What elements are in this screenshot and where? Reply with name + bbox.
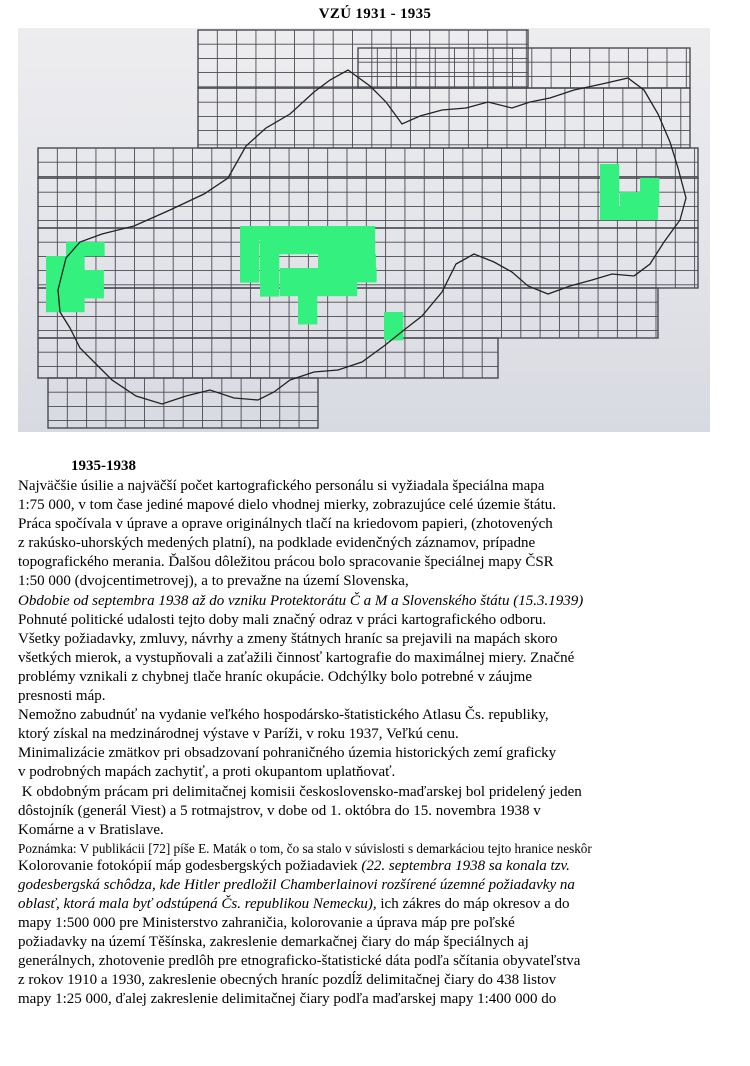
highlighted-sheet	[280, 268, 319, 282]
text-line: požiadavky na území Těšínska, zakreslenie demarkačnej čiary do máp špeciálnych aj	[18, 934, 529, 951]
text-span: ich zákres do máp okresov a do	[376, 895, 570, 912]
sheet-band	[38, 148, 698, 178]
text-line: v podrobných mapách zachytiť, a proti okupantom uplatňovať.	[18, 764, 396, 781]
sheet-band	[198, 88, 690, 148]
highlighted-sheet	[260, 254, 279, 297]
highlighted-sheet	[384, 312, 403, 340]
text-line: generálnych, zhotovenie predlôh pre etnograficko-štatistické dáta podľa sčítania obyvateľstva	[18, 953, 581, 970]
text-line	[18, 857, 732, 876]
paragraph-4	[18, 744, 732, 782]
text-line: Najväčšie úsilie a najväčší počet kartografického personálu si vyžiadala špeciálna mapa	[18, 478, 545, 494]
period-heading: Obdobie od septembra 1938 až do vzniku Protektorátu Č a M a Slovenského štátu (15.3.1939)	[18, 592, 584, 609]
highlighted-sheet	[260, 240, 299, 254]
highlighted-sheet	[298, 240, 375, 254]
map-photo	[18, 28, 710, 432]
text-line: Nemožno zabudnúť na vydanie veľkého hospodársko-štatistického Atlasu Čs. republiky,	[18, 707, 549, 724]
sheet-band	[38, 338, 498, 378]
highlighted-sheet	[338, 268, 377, 282]
paragraph-3	[18, 706, 732, 744]
highlighted-sheet	[46, 298, 85, 312]
sheet-band	[358, 48, 690, 88]
highlighted-sheet	[66, 242, 105, 256]
text-line: Minimalizácie zmätkov pri obsadzovaní pohraničného územia historických zemí graficky	[18, 745, 557, 762]
text-line: všetkých mierok, a vystupňovali a zaťažili činnosť kartografie do maximálnej miery. Značné	[18, 649, 575, 666]
text-line: 1:75 000, v tom čase jediné mapové dielo vhodnej mierky, zobrazujúce celé územie štátu.	[18, 497, 557, 514]
text-line: z rakúsko-uhorských medených platní), na podklade evidenčných záznamov, prípadne	[18, 535, 536, 552]
map-title: VZÚ 1931 - 1935	[318, 6, 432, 22]
text-line	[18, 895, 732, 914]
text-line: Práca spočívala v úprave a oprave originálnych tlačí na kriedovom papieri, (zhotovených	[18, 516, 553, 533]
text-line: Komárne a v Bratislave.	[18, 821, 164, 838]
text-line: 1:50 000 (dvojcentimetrovej), a to prevažne na území Slovenska,	[18, 573, 409, 590]
text-line: Pohnuté politické udalosti tejto doby mali značný odraz v práci kartografického odboru.	[18, 611, 547, 628]
text-line: Všetky požiadavky, zmluvy, návrhy a zmeny štátnych hraníc sa prejavili na mapách skoro	[18, 630, 558, 647]
text-line-italic: godesbergská schôdza, kde Hitler predložil Chamberlainovi rozšírené územné požiadavky na	[18, 876, 575, 893]
section-heading: 1935-1938	[71, 458, 136, 474]
text-span: Kolorovanie fotokópií máp godesbergských požiadaviek	[18, 857, 362, 874]
highlighted-sheet	[640, 178, 659, 206]
highlighted-sheet	[280, 282, 357, 296]
text-line: mapy 1:25 000, ďalej zakreslenie delimitačnej čiary podľa maďarskej mapy 1:400 000 do	[18, 991, 557, 1008]
highlighted-sheet	[240, 240, 259, 283]
text-line: mapy 1:500 000 pre Ministerstvo zahraničia, kolorovanie a úprava máp pre poľské	[18, 915, 515, 932]
highlighted-sheet	[240, 226, 375, 240]
paragraph-1	[18, 477, 732, 592]
highlighted-sheet	[600, 206, 658, 220]
text-line: dôstojník (generál Viest) a 5 rotmajstrov, v dobe od 1. októbra do 15. novembra 1938 v	[18, 802, 541, 819]
paragraph-6	[18, 857, 732, 1010]
highlighted-sheet	[298, 296, 317, 324]
text-line: presnosti máp.	[18, 688, 106, 705]
paragraph-5	[18, 783, 732, 840]
text-span-italic: (22. septembra 1938 sa konala tzv.	[361, 857, 570, 874]
highlighted-sheet	[46, 270, 104, 298]
sheet-band	[198, 30, 528, 88]
note-line: Poznámka: V publikácii [72] píše E. Maták o tom, čo sa stalo v súvislosti s demarkáciou tejto hranice neskôr	[18, 840, 592, 856]
map-sheet-grid	[18, 28, 710, 432]
text-line: z rokov 1910 a 1930, zakreslenie obecných hraníc pozdĺž delimitačnej čiary do 438 listov	[18, 972, 557, 989]
text-line: topografického merania. Ďalšou dôležitou prácou bolo spracovanie špeciálnej mapy ČSR	[18, 554, 554, 571]
text-line: ktorý získal na medzinárodnej výstave v Paríži, v roku 1937, Veľkú cenu.	[18, 726, 459, 743]
text-line: K obdobným prácam pri delimitačnej komisii československo-maďarskej bol pridelený jeden	[18, 783, 582, 800]
text-span-italic: oblasť, ktorá mala byť odstúpená Čs. republikou Nemecku),	[18, 895, 377, 912]
text-line: problémy vznikali z chybnej tlače hraníc okupácie. Odchýlky bolo potrebné v záujme	[18, 668, 532, 685]
text-block	[18, 457, 732, 1010]
highlighted-sheet	[600, 164, 619, 207]
paragraph-2	[18, 611, 732, 706]
